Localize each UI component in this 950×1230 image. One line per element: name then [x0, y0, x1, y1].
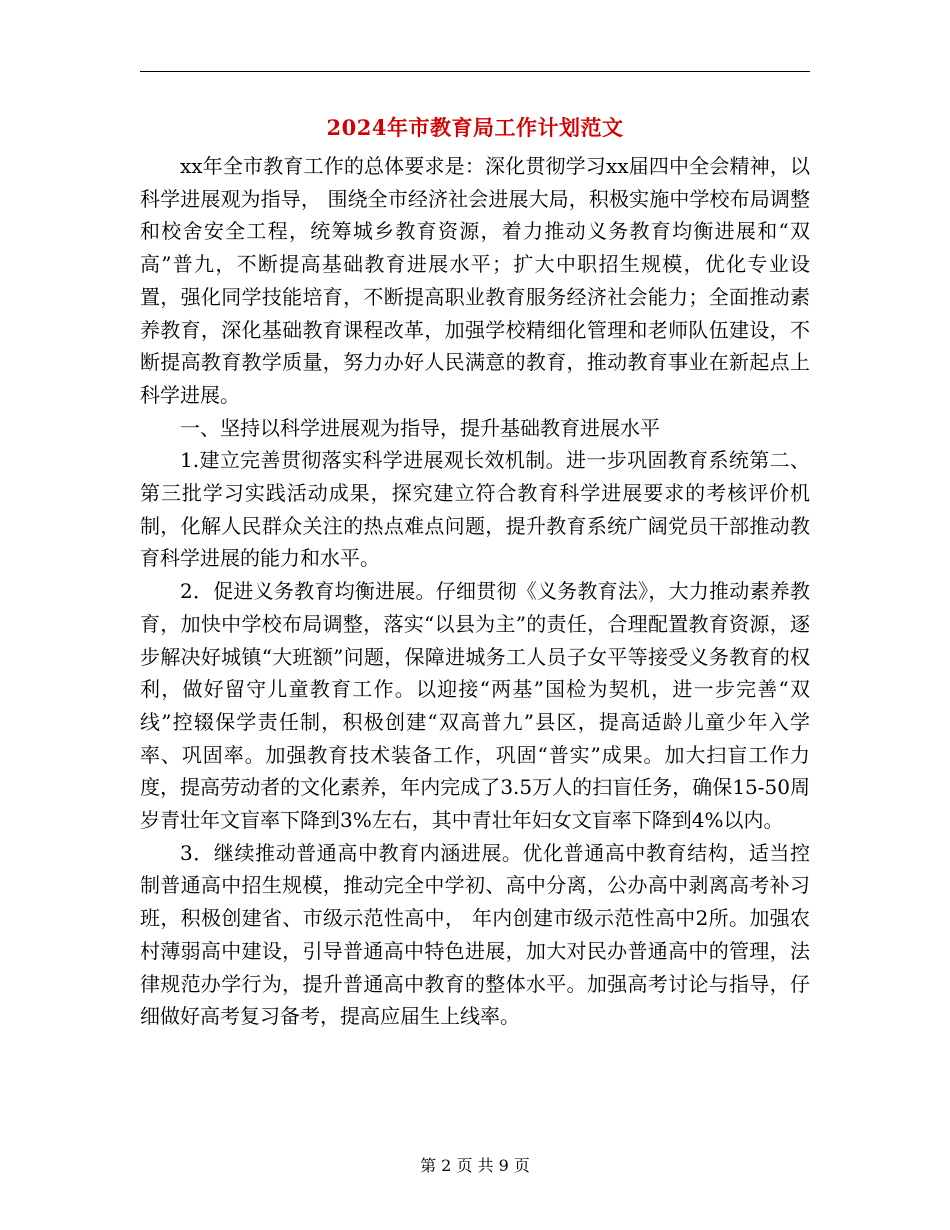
item-2-paragraph: 2．促进义务教育均衡进展。仔细贯彻《义务教育法》，大力推动素养教育，加快中学校布局调整，落实“以县为主”的责任，合理配置教育资源，逐步解决好城镇“大班额”问题，保障进城务工人员子女平等接受义务教育的权利，做好留守儿童教育工作。以迎接“两基”国检为契机，进一步完善“双线”控辍保学责任制，积极创建“双高普九”县区，提高适龄儿童少年入学率、巩固率。加强教育技术装备工作，巩固“普实”成果。加大扫盲工作力度，提高劳动者的文化素养，年内完成了3.5万人的扫盲任务，确保15-50周岁青壮年文盲率下降到3%左右，其中青壮年妇女文盲率下降到4%以内。 [140, 579, 810, 833]
item-1-paragraph: 1.建立完善贯彻落实科学进展观长效机制。进一步巩固教育系统第二、第三批学习实践活动成果，探究建立符合教育科学进展要求的考核评价机制，化解人民群众关注的热点难点问题，提升教育系统广阔党员干部推动教育科学进展的能力和水平。 [140, 448, 810, 571]
header-rule [140, 71, 810, 72]
page-number-footer: 第 2 页 共 9 页 [420, 1156, 530, 1175]
section-heading: 一、坚持以科学进展观为指导，提升基础教育进展水平 [180, 415, 660, 440]
document-body [140, 150, 810, 1033]
intro-paragraph: xx年全市教育工作的总体要求是：深化贯彻学习xx届四中全会精神，以科学进展观为指导， 围绕全市经济社会进展大局，积极实施中学校布局调整和校舍安全工程，统筹城乡教育资源，着力推动义务教育均衡进展和“双高”普九，不断提高基础教育进展水平；扩大中职招生规模，优化专业设置，强化同学技能培育，不断提高职业教育服务经济社会能力；全面推动素养教育，深化基础教育课程改革，加强学校精细化管理和老师队伍建设，不断提高教育教学质量，努力办好人民满意的教育，推动教育事业在新起点上科学进展。 [140, 154, 810, 407]
item-3-paragraph: 3．继续推动普通高中教育内涵进展。优化普通高中教育结构，适当控制普通高中招生规模，推动完全中学初、高中分离，公办高中剥离高考补习班，积极创建省、市级示范性高中， 年内创建市级示范性高中2所。加强农村薄弱高中建设，引导普通高中特色进展，加大对民办普通高中的管理，法律规范办学行为，提升普通高中教育的整体水平。加强高考讨论与指导，仔细做好高考复习备考，提高应届生上线率。 [140, 840, 810, 1029]
document-title: 2024年市教育局工作计划范文 [326, 115, 624, 140]
